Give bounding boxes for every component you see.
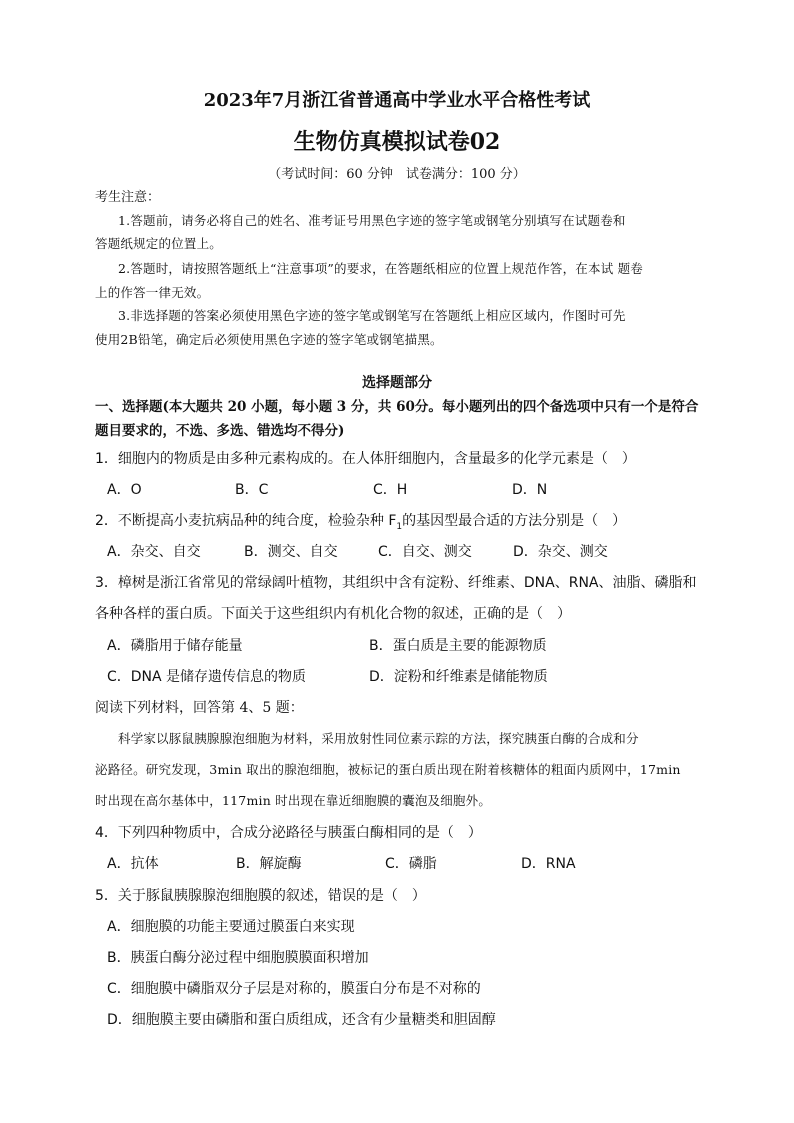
question-2-option-b: B．测交、自交 (244, 544, 338, 560)
question-4-stem: 4．下列四种物质中，合成分泌路径与胰蛋白酶相同的是（ ） (95, 825, 482, 841)
question-2-stem-sub: 1 (396, 521, 403, 532)
notice-line: 1.答题前，请务必将自己的姓名、准考证号用黑色字迹的签字笔或钢笔分别填写在试题卷和 (118, 213, 626, 228)
notice-line: 上的作答一律无效。 (95, 285, 210, 300)
question-2-stem-post: 的基因型最合适的方法分别是（ ） (402, 513, 627, 529)
material-text: 时出现在高尔基体中，117min 时出现在靠近细胞膜的囊泡及细胞外。 (95, 793, 492, 808)
question-5-option-d: D．细胞膜主要由磷脂和蛋白质组成，还含有少量糖类和胆固醇 (107, 1012, 496, 1028)
question-5-option-a: A．细胞膜的功能主要通过膜蛋白来实现 (107, 919, 355, 935)
exam-title: 2023年7月浙江省普通高中学业水平合格性考试 (203, 90, 591, 111)
question-4-option-b: B．解旋酶 (236, 856, 302, 872)
question-5-stem: 5．关于豚鼠胰腺腺泡细胞膜的叙述，错误的是（ ） (95, 888, 426, 904)
notice-line: 3.非选择题的答案必须使用黑色字迹的签字笔或钢笔写在答题纸上相应区域内，作图时可先 (118, 308, 626, 323)
material-intro: 阅读下列材料，回答第 4、5 题： (95, 700, 304, 716)
exam-info: （考试时间：60 分钟 试卷满分：100 分） (268, 167, 526, 182)
question-1-option-b: B．C (235, 482, 269, 498)
question-3-stem: 3．樟树是浙江省常见的常绿阔叶植物，其组织中含有淀粉、纤维素、DNA、RNA、油脂、磷脂和 (95, 575, 697, 591)
notice-line: 2.答题时，请按照答题纸上“注意事项”的要求，在答题纸相应的位置上规范作答，在本试 题卷 (118, 261, 643, 276)
question-2-stem-pre: 2．不断提高小麦抗病品种的纯合度，检验杂种 F (95, 513, 397, 529)
question-3-option-c: C．DNA 是储存遗传信息的物质 (107, 669, 307, 685)
question-1-option-d: D．N (512, 482, 548, 498)
section-title: 选择题部分 (362, 375, 432, 391)
question-3-option-b: B．蛋白质是主要的能源物质 (369, 638, 547, 654)
question-3-option-a: A．磷脂用于储存能量 (107, 638, 243, 654)
section-desc: 题目要求的，不选、多选、错选均不得分) (95, 423, 345, 439)
question-2-option-a: A．杂交、自交 (107, 544, 201, 560)
question-2-stem (95, 510, 626, 532)
paper-subtitle: 生物仿真模拟试卷02 (293, 129, 501, 155)
question-5-option-c: C．细胞膜中磷脂双分子层是对称的，膜蛋白分布是不对称的 (107, 981, 481, 997)
question-4-option-c: C．磷脂 (385, 856, 437, 872)
notice-line: 答题纸规定的位置上。 (95, 236, 223, 251)
section-desc: 一、选择题(本大题共 20 小题，每小题 3 分，共 60分。每小题列出的四个备选项中只有一个是符合 (95, 399, 699, 415)
question-2-option-c: C．自交、测交 (378, 544, 472, 560)
question-3-option-d: D．淀粉和纤维素是储能物质 (369, 669, 548, 685)
question-3-stem: 各种各样的蛋白质。下面关于这些组织内有机化合物的叙述，正确的是（ ） (95, 606, 571, 622)
question-4-option-a: A．抗体 (107, 856, 159, 872)
question-1-option-c: C．H (373, 482, 408, 498)
notice-title: 考生注意： (95, 190, 161, 205)
question-1-option-a: A．O (107, 482, 142, 498)
question-1-stem: 1．细胞内的物质是由多种元素构成的。在人体肝细胞内，含量最多的化学元素是（ ） (95, 451, 636, 467)
material-text: 科学家以豚鼠胰腺腺泡细胞为材料，采用放射性同位素示踪的方法，探究胰蛋白酶的合成和分 (118, 731, 639, 746)
question-5-option-b: B．胰蛋白酶分泌过程中细胞膜膜面积增加 (107, 950, 369, 966)
notice-line: 使用2B铅笔，确定后必须使用黑色字迹的签字笔或钢笔描黑。 (95, 332, 443, 347)
question-2-option-d: D．杂交、测交 (513, 544, 608, 560)
material-text: 泌路径。研究发现，3min 取出的腺泡细胞，被标记的蛋白质出现在附着核糖体的粗面内质网中，17min (95, 762, 681, 777)
question-4-option-d: D．RNA (521, 856, 576, 872)
